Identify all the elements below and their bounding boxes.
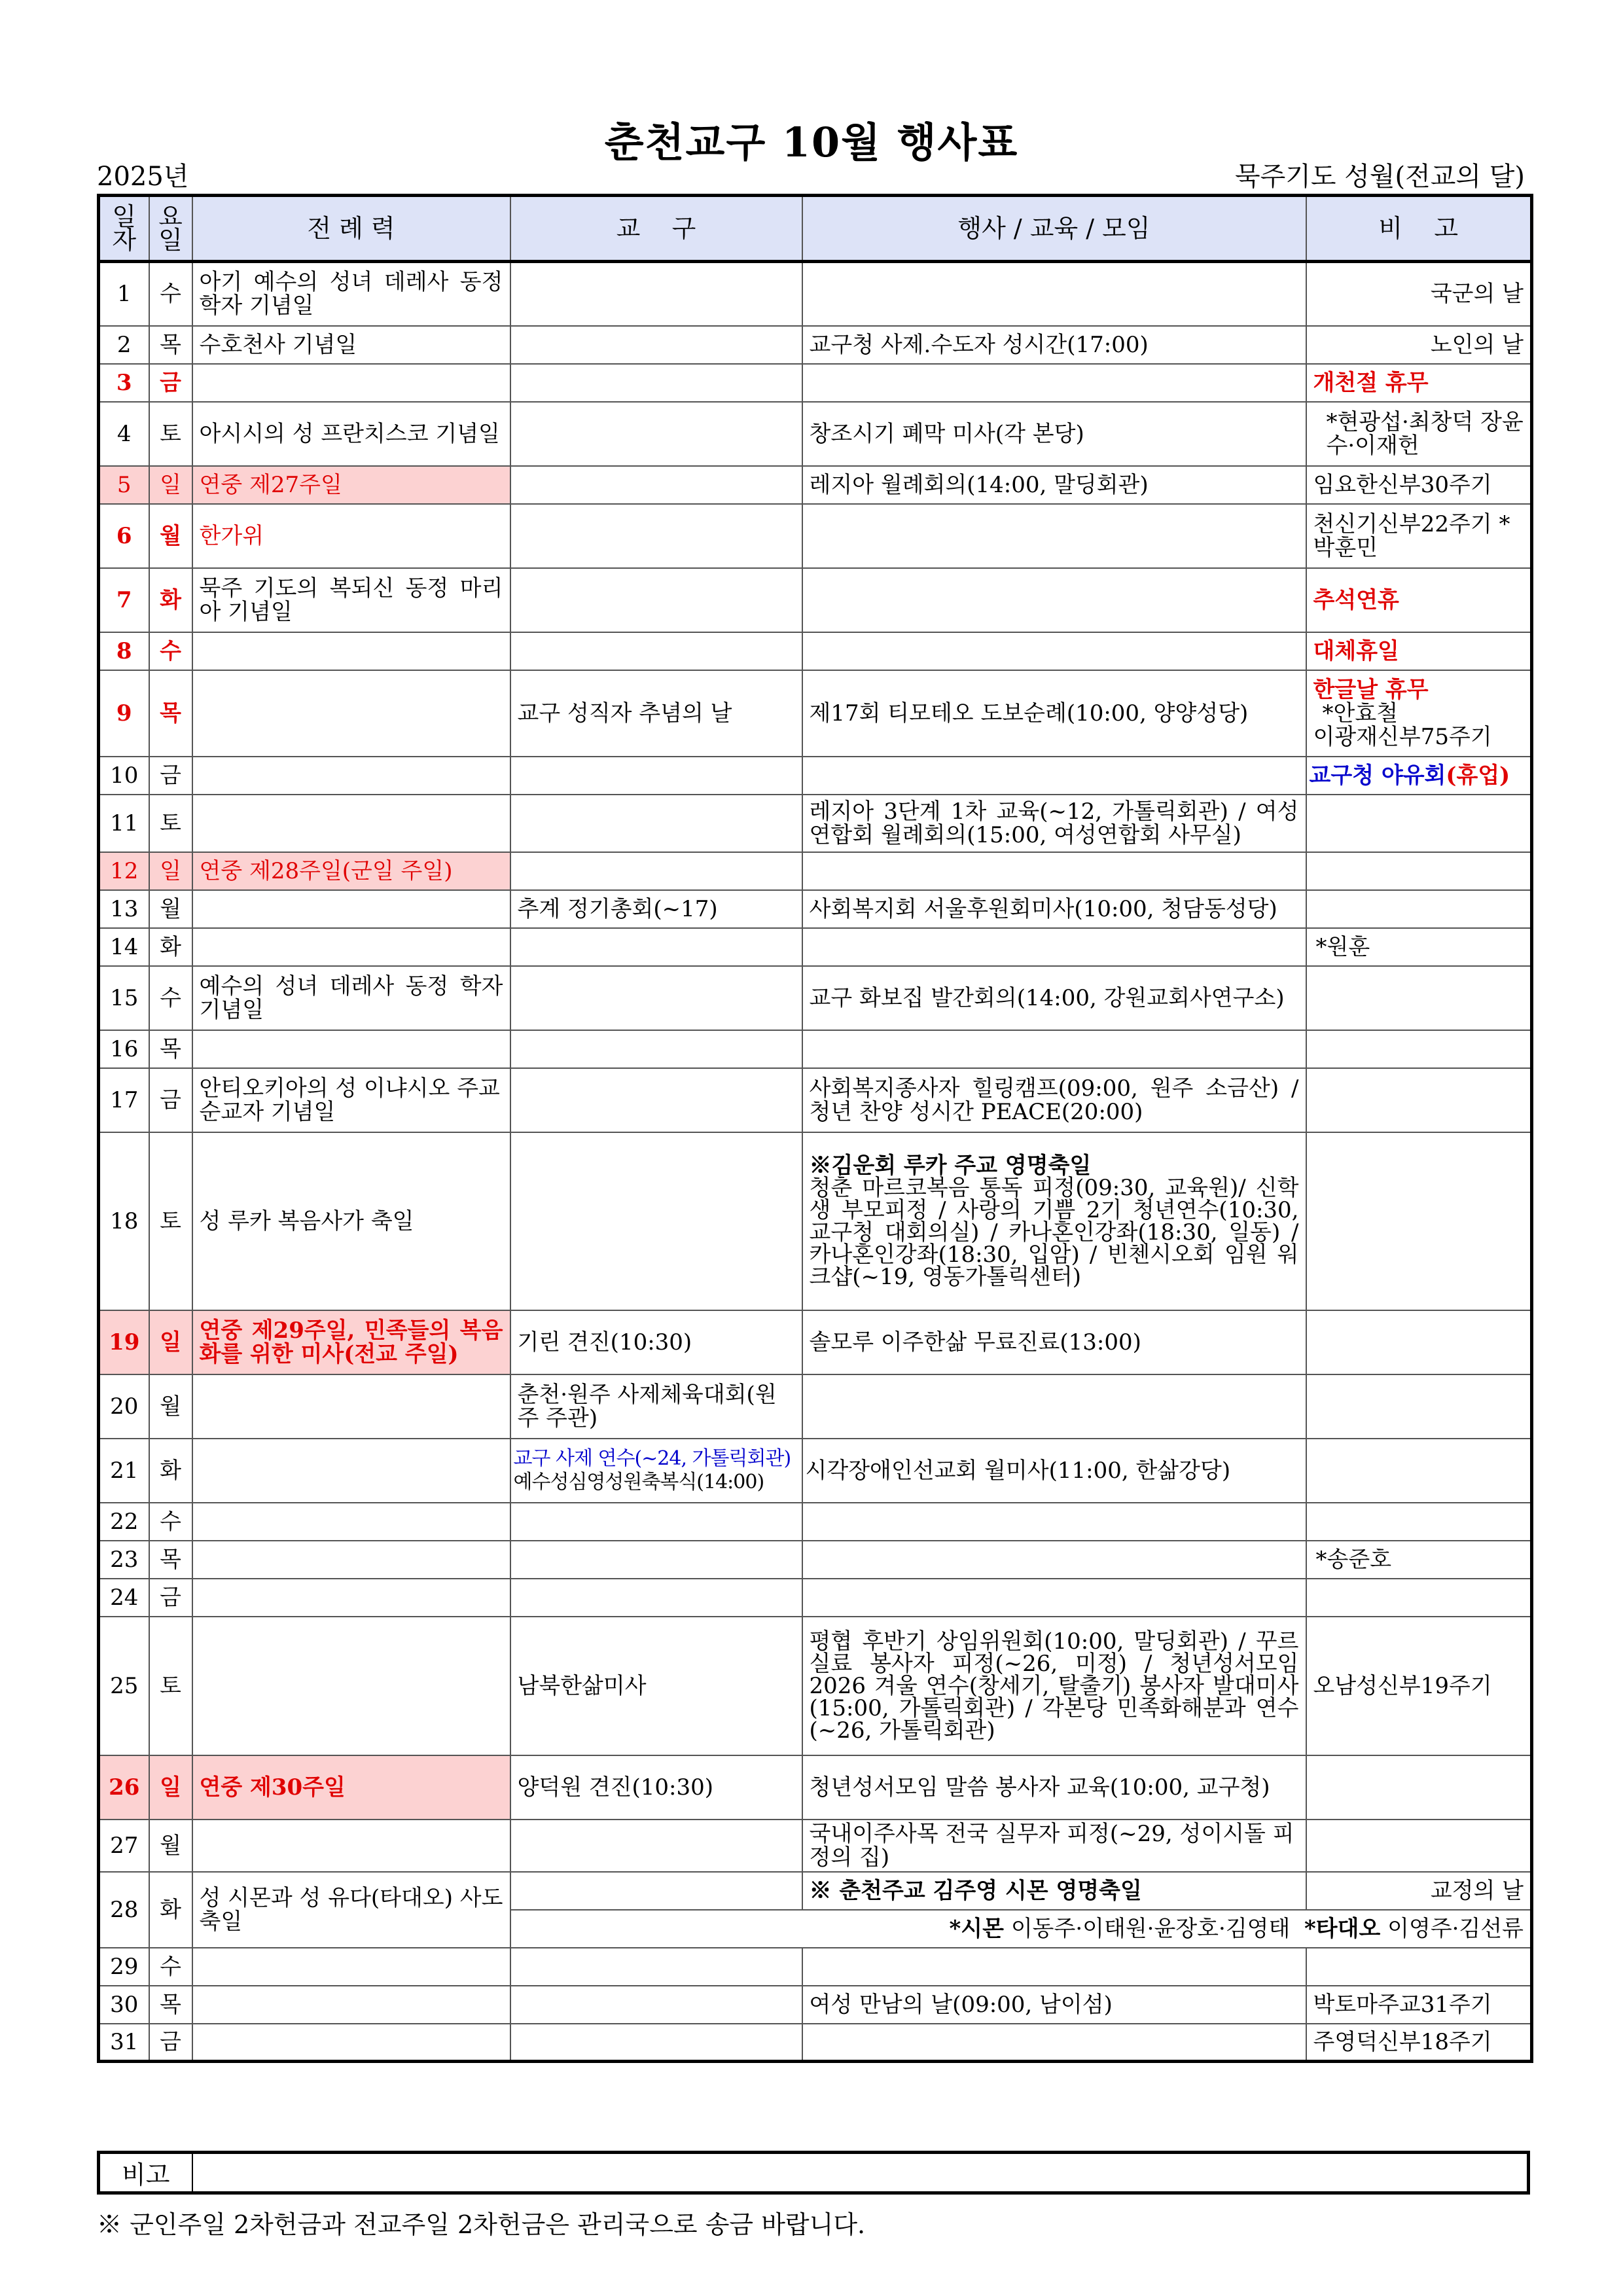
diocese-cell bbox=[510, 1068, 802, 1132]
day-cell: 11 bbox=[99, 795, 149, 852]
simon-names: 이동주·이태원·윤장호·김영태 bbox=[1010, 1915, 1291, 1942]
table-row bbox=[99, 1820, 1532, 1872]
day-cell: 29 bbox=[99, 1948, 149, 1986]
day-cell: 17 bbox=[99, 1068, 149, 1132]
diocese-cell bbox=[510, 1030, 802, 1068]
table-row bbox=[99, 757, 1532, 795]
weekday-cell: 일 bbox=[149, 1755, 192, 1820]
day-cell: 28 bbox=[99, 1872, 149, 1948]
weekday-cell: 수 bbox=[149, 262, 192, 326]
day-cell: 3 bbox=[99, 364, 149, 402]
liturgy-cell bbox=[192, 1541, 510, 1579]
weekday-cell: 목 bbox=[149, 1030, 192, 1068]
day-cell: 30 bbox=[99, 1986, 149, 2024]
remarks-cell: 개천절 휴무 bbox=[1306, 364, 1532, 402]
remarks-cell bbox=[1306, 966, 1532, 1030]
table-row bbox=[99, 1579, 1532, 1617]
diocese-cell bbox=[510, 966, 802, 1030]
weekday-cell: 화 bbox=[149, 1872, 192, 1948]
remarks-cell: 임요한신부30주기 bbox=[1306, 466, 1532, 504]
diocese-cell bbox=[510, 928, 802, 966]
day-cell: 10 bbox=[99, 757, 149, 795]
table-row bbox=[99, 568, 1532, 632]
table-row bbox=[99, 1068, 1532, 1132]
events-cell bbox=[802, 2024, 1306, 2062]
note-content bbox=[192, 2153, 1529, 2193]
events-cell: 교구청 사제.수도자 성시간(17:00) bbox=[802, 326, 1306, 364]
weekday-cell: 월 bbox=[149, 1374, 192, 1439]
diocese-cell bbox=[510, 568, 802, 632]
events-cell: 청년성서모임 말씀 봉사자 교육(10:00, 교구청) bbox=[802, 1755, 1306, 1820]
liturgy-cell: 연중 제29주일, 민족들의 복음화를 위한 미사(전교 주일) bbox=[192, 1310, 510, 1374]
table-row bbox=[99, 632, 1532, 670]
remarks-cell bbox=[1306, 1068, 1532, 1132]
remarks-cell bbox=[1306, 1579, 1532, 1617]
events-cell: 국내이주사목 전국 실무자 피정(~29, 성이시돌 피정의 집) bbox=[802, 1820, 1306, 1872]
day-cell: 1 bbox=[99, 262, 149, 326]
remarks-cell bbox=[1306, 890, 1532, 928]
events-cell bbox=[802, 852, 1306, 890]
table-row bbox=[99, 262, 1532, 326]
liturgy-cell bbox=[192, 928, 510, 966]
table-row bbox=[99, 1374, 1532, 1439]
schedule-table bbox=[97, 194, 1533, 2063]
weekday-cell: 목 bbox=[149, 1986, 192, 2024]
table-row bbox=[99, 1310, 1532, 1374]
day-cell: 24 bbox=[99, 1579, 149, 1617]
remarks-cell: 교정의 날 bbox=[1306, 1872, 1532, 1910]
diocese-cell: 교구 성직자 추념의 날 bbox=[510, 670, 802, 757]
remarks-cell: *현광섭·최창덕 장윤수·이재헌 bbox=[1306, 402, 1532, 466]
day-cell: 27 bbox=[99, 1820, 149, 1872]
remarks-cell bbox=[1306, 670, 1532, 757]
day-cell: 20 bbox=[99, 1374, 149, 1439]
events-cell bbox=[802, 364, 1306, 402]
header-row bbox=[99, 196, 1532, 262]
page-title: 춘천교구 10월 행사표 bbox=[604, 118, 1019, 166]
diocese-cell: 양덕원 견진(10:30) bbox=[510, 1755, 802, 1820]
liturgy-cell bbox=[192, 1030, 510, 1068]
events-cell bbox=[802, 504, 1306, 568]
table-row bbox=[99, 795, 1532, 852]
events-cell: 솔모루 이주한삶 무료진료(13:00) bbox=[802, 1310, 1306, 1374]
header-remarks: 비 고 bbox=[1306, 196, 1532, 262]
remarks-cell bbox=[1306, 1439, 1532, 1503]
day-cell: 16 bbox=[99, 1030, 149, 1068]
day-cell: 6 bbox=[99, 504, 149, 568]
table-row bbox=[99, 1872, 1532, 1910]
diocese-cell bbox=[510, 326, 802, 364]
table-row bbox=[99, 1503, 1532, 1541]
table-row bbox=[99, 402, 1532, 466]
day-cell: 18 bbox=[99, 1132, 149, 1310]
liturgy-cell: 아시시의 성 프란치스코 기념일 bbox=[192, 402, 510, 466]
events-cell: 창조시기 폐막 미사(각 본당) bbox=[802, 402, 1306, 466]
liturgy-cell bbox=[192, 1374, 510, 1439]
header-diocese: 교 구 bbox=[510, 196, 802, 262]
weekday-cell: 수 bbox=[149, 1948, 192, 1986]
remarks-cell: *송준호 bbox=[1306, 1541, 1532, 1579]
weekday-cell: 금 bbox=[149, 364, 192, 402]
remarks-cell bbox=[1306, 1132, 1532, 1310]
diocese-cell bbox=[510, 1132, 802, 1310]
weekday-cell: 금 bbox=[149, 2024, 192, 2062]
thaddeus-names: 이영주·김선류 bbox=[1387, 1915, 1524, 1942]
blessing-note: 예수성심영성원축복식(14:00) bbox=[513, 1470, 764, 1494]
remarks-cell: 주영덕신부18주기 bbox=[1306, 2024, 1532, 2062]
remarks-cell: 오남성신부19주기 bbox=[1306, 1617, 1532, 1755]
weekday-cell: 월 bbox=[149, 504, 192, 568]
table-row bbox=[99, 326, 1532, 364]
day-cell: 21 bbox=[99, 1439, 149, 1503]
header-day: 일자 bbox=[99, 196, 149, 262]
day-cell: 12 bbox=[99, 852, 149, 890]
day-cell: 22 bbox=[99, 1503, 149, 1541]
diocese-cell bbox=[510, 466, 802, 504]
liturgy-cell bbox=[192, 795, 510, 852]
events-cell: 레지아 월례회의(14:00, 말딩회관) bbox=[802, 466, 1306, 504]
liturgy-cell: 연중 제27주일 bbox=[192, 466, 510, 504]
liturgy-cell bbox=[192, 1503, 510, 1541]
table-row bbox=[99, 966, 1532, 1030]
day-cell: 4 bbox=[99, 402, 149, 466]
liturgy-cell bbox=[192, 632, 510, 670]
picnic-note: 교구청 야유회 bbox=[1309, 762, 1446, 789]
events-cell bbox=[802, 632, 1306, 670]
weekday-cell: 금 bbox=[149, 757, 192, 795]
remarks-cell bbox=[1306, 1030, 1532, 1068]
diocese-cell bbox=[510, 1872, 802, 1910]
diocese-cell bbox=[510, 1948, 802, 1986]
remarks-cell bbox=[1306, 1948, 1532, 1986]
day-cell: 31 bbox=[99, 2024, 149, 2062]
weekday-cell: 금 bbox=[149, 1579, 192, 1617]
liturgy-cell bbox=[192, 1617, 510, 1755]
memorial-note: 이광재신부75주기 bbox=[1313, 723, 1492, 750]
day-cell: 13 bbox=[99, 890, 149, 928]
diocese-cell bbox=[510, 1439, 802, 1503]
events-cell bbox=[802, 757, 1306, 795]
diocese-cell bbox=[510, 402, 802, 466]
diocese-cell bbox=[510, 1986, 802, 2024]
day-cell: 26 bbox=[99, 1755, 149, 1820]
priest-training-note: 교구 사제 연수(~24, 가톨릭회관) bbox=[513, 1446, 791, 1470]
table-row bbox=[99, 364, 1532, 402]
table-row bbox=[99, 1030, 1532, 1068]
remarks-cell bbox=[1306, 795, 1532, 852]
table-row bbox=[99, 1755, 1532, 1820]
liturgy-cell: 묵주 기도의 복되신 동정 마리아 기념일 bbox=[192, 568, 510, 632]
table-row bbox=[99, 1439, 1532, 1503]
events-cell bbox=[802, 262, 1306, 326]
table-row bbox=[99, 1986, 1532, 2024]
events-cell: 평협 후반기 상임위원회(10:00, 말딩회관) / 꾸르실료 봉사자 피정(~26, 미정) / 청년성서모임 2026 겨울 연수(창세기, 탈출기) 봉사자 발대미사(15:00, 가톨릭회관) / 각본당 민족화해분과 연수(~26, 가톨릭회관) bbox=[802, 1617, 1306, 1755]
events-cell: 제17회 티모테오 도보순례(10:00, 양양성당) bbox=[802, 670, 1306, 757]
liturgy-cell: 아기 예수의 성녀 데레사 동정 학자 기념일 bbox=[192, 262, 510, 326]
weekday-cell: 목 bbox=[149, 670, 192, 757]
remarks-cell: 대체휴일 bbox=[1306, 632, 1532, 670]
weekday-cell: 일 bbox=[149, 1310, 192, 1374]
weekday-cell: 수 bbox=[149, 632, 192, 670]
liturgy-cell bbox=[192, 1820, 510, 1872]
events-cell bbox=[802, 928, 1306, 966]
liturgy-cell bbox=[192, 757, 510, 795]
feast-names: *안효철 bbox=[1322, 700, 1399, 726]
weekday-cell: 목 bbox=[149, 1541, 192, 1579]
remarks-cell bbox=[1306, 1820, 1532, 1872]
weekday-cell: 월 bbox=[149, 1820, 192, 1872]
liturgy-cell: 성 시몬과 성 유다(타대오) 사도 축일 bbox=[192, 1872, 510, 1948]
remarks-cell bbox=[1306, 852, 1532, 890]
weekday-cell: 목 bbox=[149, 326, 192, 364]
day-cell: 23 bbox=[99, 1541, 149, 1579]
liturgy-cell: 성 루카 복음사가 축일 bbox=[192, 1132, 510, 1310]
liturgy-cell bbox=[192, 670, 510, 757]
weekday-cell: 일 bbox=[149, 852, 192, 890]
day-cell: 9 bbox=[99, 670, 149, 757]
liturgy-cell bbox=[192, 1439, 510, 1503]
events-cell bbox=[802, 1132, 1306, 1310]
events-text: 청춘 마르코복음 통독 피정(09:30, 교육원)/ 신학생 부모피정 / 사랑의 기쁨 2기 청년연수(10:30, 교구청 대회의실) / 카나혼인강좌(18:30, 일동) / 카나혼인강좌(18:30, 입암) / 빈첸시오회 임원 워크샵(~19, 영동가톨릭센터) bbox=[809, 1174, 1299, 1290]
events-cell: 사회복지종사자 힐링캠프(09:00, 원주 소금산) / 청년 찬양 성시간 PEACE(20:00) bbox=[802, 1068, 1306, 1132]
liturgy-cell: 연중 제28주일(군일 주일) bbox=[192, 852, 510, 890]
remarks-cell bbox=[1306, 1374, 1532, 1439]
day-cell: 14 bbox=[99, 928, 149, 966]
diocese-cell bbox=[510, 852, 802, 890]
liturgy-cell bbox=[192, 1948, 510, 1986]
events-cell bbox=[802, 568, 1306, 632]
liturgy-cell bbox=[192, 890, 510, 928]
events-cell bbox=[802, 1030, 1306, 1068]
liturgy-cell bbox=[192, 2024, 510, 2062]
weekday-cell: 토 bbox=[149, 402, 192, 466]
events-cell bbox=[802, 1948, 1306, 1986]
day-cell: 25 bbox=[99, 1617, 149, 1755]
remarks-cell: 박토마주교31주기 bbox=[1306, 1986, 1532, 2024]
holiday-note: 한글날 휴무 bbox=[1313, 676, 1429, 703]
liturgy-cell: 연중 제30주일 bbox=[192, 1755, 510, 1820]
day-cell: 19 bbox=[99, 1310, 149, 1374]
table-row bbox=[99, 1132, 1532, 1310]
diocese-cell bbox=[510, 757, 802, 795]
weekday-cell: 화 bbox=[149, 568, 192, 632]
diocese-cell bbox=[510, 2024, 802, 2062]
table-row bbox=[99, 1541, 1532, 1579]
remarks-cell: 노인의 날 bbox=[1306, 326, 1532, 364]
remarks-cell bbox=[1306, 1503, 1532, 1541]
remarks-cell: 천신기신부22주기 *박훈민 bbox=[1306, 504, 1532, 568]
events-cell bbox=[802, 1541, 1306, 1579]
simon-label: *시몬 bbox=[949, 1915, 1004, 1942]
diocese-cell: 남북한삶미사 bbox=[510, 1617, 802, 1755]
diocese-cell bbox=[510, 795, 802, 852]
note-table bbox=[97, 2151, 1530, 2195]
month-theme: 묵주기도 성월(전교의 달) bbox=[1234, 162, 1525, 192]
table-row bbox=[99, 1948, 1532, 1986]
events-cell: 시각장애인선교회 월미사(11:00, 한삶강당) bbox=[802, 1439, 1306, 1503]
liturgy-cell: 안티오키아의 성 이냐시오 주교 순교자 기념일 bbox=[192, 1068, 510, 1132]
diocese-cell bbox=[510, 364, 802, 402]
thaddeus-label: *타대오 bbox=[1304, 1915, 1381, 1942]
liturgy-cell: 수호천사 기념일 bbox=[192, 326, 510, 364]
table-row bbox=[99, 852, 1532, 890]
liturgy-cell bbox=[192, 364, 510, 402]
day-cell: 7 bbox=[99, 568, 149, 632]
day-cell: 2 bbox=[99, 326, 149, 364]
weekday-cell: 일 bbox=[149, 466, 192, 504]
diocese-cell bbox=[510, 632, 802, 670]
diocese-cell: 추계 정기총회(~17) bbox=[510, 890, 802, 928]
table-row bbox=[99, 1617, 1532, 1755]
weekday-cell: 토 bbox=[149, 1132, 192, 1310]
events-cell bbox=[802, 1503, 1306, 1541]
day-cell: 8 bbox=[99, 632, 149, 670]
events-cell: 사회복지회 서울후원회미사(10:00, 청담동성당) bbox=[802, 890, 1306, 928]
table-row bbox=[99, 890, 1532, 928]
table-row bbox=[99, 466, 1532, 504]
closed-note: (휴업) bbox=[1446, 762, 1510, 789]
table-row bbox=[99, 928, 1532, 966]
liturgy-cell bbox=[192, 1986, 510, 2024]
remarks-cell: 국군의 날 bbox=[1306, 262, 1532, 326]
weekday-cell: 수 bbox=[149, 966, 192, 1030]
weekday-cell: 화 bbox=[149, 1439, 192, 1503]
weekday-cell: 월 bbox=[149, 890, 192, 928]
diocese-cell bbox=[510, 1503, 802, 1541]
events-cell bbox=[802, 1579, 1306, 1617]
weekday-cell: 금 bbox=[149, 1068, 192, 1132]
remarks-cell: 추석연휴 bbox=[1306, 568, 1532, 632]
remarks-cell bbox=[1306, 1310, 1532, 1374]
liturgy-cell: 한가위 bbox=[192, 504, 510, 568]
patron-names-cell bbox=[510, 1910, 1532, 1948]
diocese-cell bbox=[510, 1541, 802, 1579]
events-cell: 레지아 3단계 1차 교육(~12, 가톨릭회관) / 여성연합회 월례회의(15:00, 여성연합회 사무실) bbox=[802, 795, 1306, 852]
remarks-cell bbox=[1306, 1755, 1532, 1820]
diocese-cell bbox=[510, 262, 802, 326]
events-cell: 교구 화보집 발간회의(14:00, 강원교회사연구소) bbox=[802, 966, 1306, 1030]
events-cell: ※ 춘천주교 김주영 시몬 영명축일 bbox=[802, 1872, 1306, 1910]
events-cell: 여성 만남의 날(09:00, 남이섬) bbox=[802, 1986, 1306, 2024]
remarks-cell: *원훈 bbox=[1306, 928, 1532, 966]
note-label: 비고 bbox=[99, 2153, 192, 2193]
diocese-cell bbox=[510, 1579, 802, 1617]
diocese-cell: 기린 견진(10:30) bbox=[510, 1310, 802, 1374]
header-events: 행사 / 교육 / 모임 bbox=[802, 196, 1306, 262]
weekday-cell: 수 bbox=[149, 1503, 192, 1541]
events-cell bbox=[802, 1374, 1306, 1439]
day-cell: 5 bbox=[99, 466, 149, 504]
footer-note: ※ 군인주일 2차헌금과 전교주일 2차헌금은 관리국으로 송금 바랍니다. bbox=[97, 2210, 866, 2239]
weekday-cell: 토 bbox=[149, 1617, 192, 1755]
liturgy-cell: 예수의 성녀 데레사 동정 학자 기념일 bbox=[192, 966, 510, 1030]
remarks-cell bbox=[1306, 757, 1532, 795]
diocese-cell: 춘천·원주 사제체육대회(원주 주관) bbox=[510, 1374, 802, 1439]
header-liturgy: 전 례 력 bbox=[192, 196, 510, 262]
liturgy-cell bbox=[192, 1579, 510, 1617]
diocese-cell bbox=[510, 504, 802, 568]
weekday-cell: 토 bbox=[149, 795, 192, 852]
bishop-feast-note: ※김운회 루카 주교 영명축일 bbox=[809, 1152, 1092, 1179]
year-label: 2025년 bbox=[97, 162, 189, 192]
table-row bbox=[99, 504, 1532, 568]
day-cell: 15 bbox=[99, 966, 149, 1030]
diocese-cell bbox=[510, 1820, 802, 1872]
table-row bbox=[99, 670, 1532, 757]
weekday-cell: 화 bbox=[149, 928, 192, 966]
header-weekday: 요일 bbox=[149, 196, 192, 262]
table-row bbox=[99, 2024, 1532, 2062]
